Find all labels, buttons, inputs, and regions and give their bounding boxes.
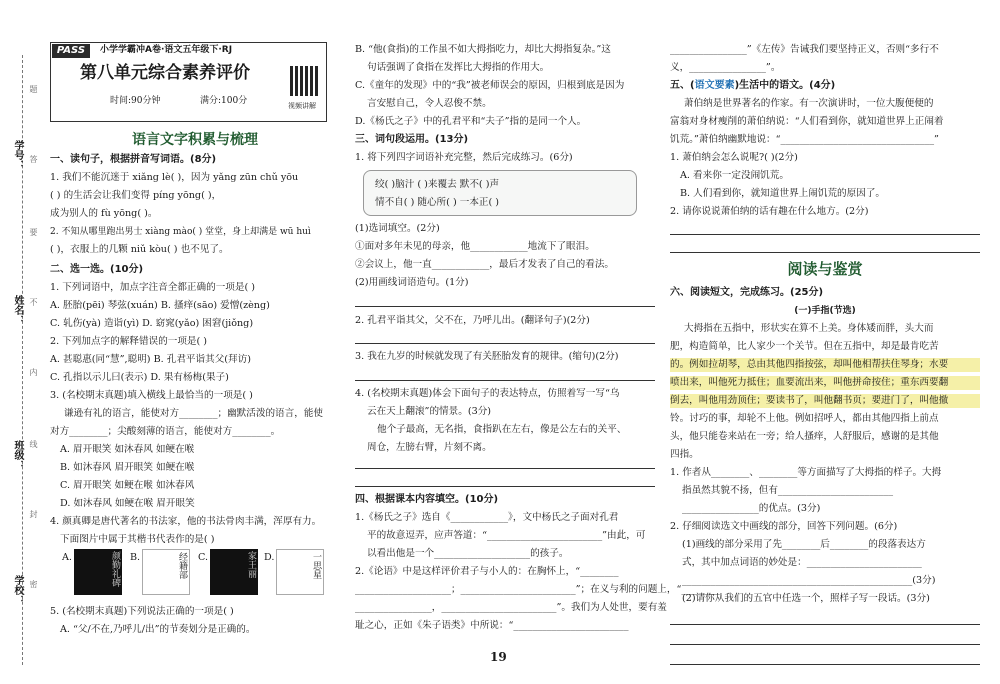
question-text: 4. 颜真卿是唐代著名的书法家，他的书法骨肉丰满，浑厚有力。 xyxy=(50,516,322,527)
student-id-label: 学号： xyxy=(12,140,23,170)
question-text: ①面对多年未见的母亲，他____________地流下了眼泪。 xyxy=(355,241,595,252)
example-text: 周仓，左膀右臂，片刻不离。 xyxy=(367,442,492,453)
class-label: 班级： xyxy=(12,440,23,470)
option-row: B. “他(食指)的工作虽不如大拇指吃力，却比大拇指复杂。”这 xyxy=(355,44,611,55)
question-text: ( ) 的生活会让我们变得 píng yōng( )， xyxy=(50,190,222,201)
passage-text: 饥荒。”萧伯纳幽默地说：“________________________________” xyxy=(670,134,939,145)
answer-line[interactable] xyxy=(670,252,980,253)
passage-text: 铃。讨巧的事，却轮不上他。例如招呼人，都由其他四指上前点 xyxy=(670,413,939,424)
name-label: 姓名： xyxy=(12,295,23,325)
question-text: 2.《论语》中是这样评价君子与小人的：在胸怀上，“________ xyxy=(355,566,619,577)
passage-text-underlined: 喷出来，叫他死力抵住；血要流出来，叫他拼命按住；重东西要翻 xyxy=(670,376,980,390)
question-text: (1)画线的部分采用了先________后________的段落表达方 xyxy=(682,539,926,550)
word-row: 绞( )脑汁 ( )来覆去 默不( )声 xyxy=(375,179,500,190)
passage-text: 富翁对身材瘦削的萧伯纳说：“人们看到你，就知道世界上正闹着 xyxy=(670,116,944,127)
passage-text: 头，他只能卷来站在一旁；给人搔痒，人舒服后，感谢的是其他 xyxy=(670,431,939,442)
option-row: B. 人们看到你，就知道世界上闹饥荒的原因了。 xyxy=(680,188,886,199)
answer-line[interactable] xyxy=(670,234,980,235)
question-text: 式，其中加点词语的妙处是：________________________ xyxy=(682,557,922,568)
question-text: 1. 萧伯纳会怎么说呢?( )(2分) xyxy=(670,152,798,163)
margin-char: 内 xyxy=(29,368,38,376)
margin-char: 封 xyxy=(29,510,38,518)
qr-code-icon[interactable] xyxy=(290,66,320,96)
binding-margin xyxy=(0,0,40,684)
page-title: 第八单元综合素养评价 xyxy=(80,63,250,83)
passage-text: 大拇指在五指中，形状实在算不上美。身体矮而胖，头大而 xyxy=(684,323,934,334)
question-text: ________________，________________________”。我们为人处世，要有羞 xyxy=(355,602,667,613)
margin-char: 题 xyxy=(29,85,38,93)
margin-char: 密 xyxy=(29,580,38,588)
question-title: 三、词句段运用。(13分) xyxy=(355,134,469,145)
question-text: (1)选词填空。(2分) xyxy=(355,223,440,234)
question-text: (2)用画线词语造句。(1分) xyxy=(355,277,469,288)
question-text: ( )，衣服上的几颗 niǔ kòu( ) 也不见了。 xyxy=(50,244,229,255)
column-right xyxy=(670,0,980,684)
question-text: (2)请你从我们的五官中任选一个，照样子写一段话。(3分) xyxy=(682,593,930,604)
question-text: 1. 作者从________、________等方面描写了大拇指的样子。大拇 xyxy=(670,467,942,478)
margin-char: 答 xyxy=(29,155,38,163)
question-text: 耻之心，正如《朱子语类》中所说：“________________________ xyxy=(355,620,629,631)
question-text: 1. 将下列四字词语补充完整，然后完成练习。(6分) xyxy=(355,152,573,163)
answer-line[interactable] xyxy=(355,486,655,487)
question-text: ________________的优点。(3分) xyxy=(682,503,821,514)
answer-line[interactable] xyxy=(670,644,980,645)
answer-line[interactable] xyxy=(355,343,655,344)
question-title: 五、(语文要素)生活中的语文。(4分) xyxy=(670,80,836,91)
answer-line[interactable] xyxy=(355,380,655,381)
question-title: 二、选一选。(10分) xyxy=(50,264,144,275)
calligraphy-image-c: 家王丽 xyxy=(210,549,258,595)
question-text: 对方________；尖酸刻薄的语言，能使对方________。 xyxy=(50,426,281,437)
question-text: 1. 我们不能沉迷于 xiǎng lè( )，因为 yǎng zūn chǔ yōu xyxy=(50,172,299,183)
answer-line[interactable] xyxy=(355,468,655,469)
option-row: C. 眉开眼笑 如鲠在喉 如沐春风 xyxy=(60,480,195,491)
answer-line[interactable] xyxy=(670,624,980,625)
exam-time: 时间:90分钟 xyxy=(110,96,161,106)
series-title: 小学学霸冲A卷·语文五年级下·RJ xyxy=(100,45,233,55)
question-text: 指虽然其貌不扬，但有________________________ xyxy=(682,485,894,496)
option-row: D. 如沐春风 如鲠在喉 眉开眼笑 xyxy=(60,498,195,509)
option-row: A. 眉开眼笑 如沐春风 如鲠在喉 xyxy=(60,444,195,455)
question-text: 谦逊有礼的语言，能使对方________；幽默活泼的语言，能使 xyxy=(64,408,324,419)
question-text: 2. 孔君平诣其父，父不在，乃呼儿出。(翻译句子)(2分) xyxy=(355,315,590,326)
question-text: 2. 请你说说萧伯纳的话有趣在什么地方。(2分) xyxy=(670,206,869,217)
option-row: A. 甚聪惠(同“慧”,聪明) B. 孔君平诣其父(拜访) xyxy=(50,354,251,365)
option-row: A. “父/不在,乃呼儿/出”的节奏划分是正确的。 xyxy=(60,624,256,635)
option-row: C. 轧伤(yà) 造诣(yì) D. 窈窕(yǎo) 困窘(jiǒng) xyxy=(50,318,254,329)
question-text: 2. 下列加点字的解释错误的一项是( ) xyxy=(50,336,208,347)
option-row: 句话强调了食指在发挥比大拇指的作用大。 xyxy=(367,62,550,73)
qr-caption: 视频讲解 xyxy=(288,102,316,110)
question-text: ________________________________________________(3分) xyxy=(682,575,936,586)
word-row: 情不自( ) 随心所( ) 一本正( ) xyxy=(375,197,500,208)
question-text: ________________”《左传》告诫我们要坚持正义，否则“多行不 xyxy=(670,44,939,55)
question-text: 2. 不知从哪里跑出男士 xiàng mào( ) 堂堂，身上却满是 wū huì xyxy=(50,227,311,237)
option-row: C.《童年的发现》中的“我”被老师误会的原因，归根到底是因为 xyxy=(355,80,625,91)
question-text: 2. 仔细阅读选文中画线的部分，回答下列问题。(6分) xyxy=(670,521,898,532)
school-label: 学校： xyxy=(12,575,23,605)
question-text: 义，________________”。 xyxy=(670,62,781,73)
passage-text: 肥，构造简单，比人家少一个关节。但在五指中，却是最肯吃苦 xyxy=(670,341,939,352)
calligraphy-image-b: 经籍部 xyxy=(142,549,190,595)
question-text: 平的故意逗弄，应声答道：“________________________”由此，可 xyxy=(367,530,646,541)
section-heading: 阅读与鉴赏 xyxy=(787,260,863,278)
passage-title: (一)手指(节选) xyxy=(794,306,856,316)
section-heading: 语言文字积累与梳理 xyxy=(132,132,258,148)
pass-logo: PASS xyxy=(52,44,90,58)
question-text: 下面图片中属于其楷书代表作的是( ) xyxy=(60,534,215,545)
question-text: 成为别人的 fù yōng( )。 xyxy=(50,208,158,219)
passage-text-underlined: 倒去，叫他用劲顶住；要读书了，叫他翻书页；要进门了，叫他撤 xyxy=(670,394,980,408)
skill-tag: 语文要素 xyxy=(694,80,735,91)
question-text: 以看出他是一个____________________的孩子。 xyxy=(367,548,569,559)
passage-text: 四指。 xyxy=(670,449,699,460)
calligraphy-image-a: 颜勤礼碑 xyxy=(74,549,122,595)
margin-char: 要 xyxy=(29,228,38,236)
question-title: 六、阅读短文，完成练习。(25分) xyxy=(670,287,824,298)
option-row: B. 如沐春风 眉开眼笑 如鲠在喉 xyxy=(60,462,195,473)
column-left: PASS 小学学霸冲A卷·语文五年级下·RJ 第八单元综合素养评价 时间:90分钟 满分:100分 视频讲解 语言文字积累与梳理 一、读句子，根据拼音写词语。(8分) 1. 我们不能沉迷于 xiǎng lè( )，因为 yǎng zūn chǔ yōu ( ) 的生活会让我们变得 píng yōng( )， 成为别人的 fù yōng( )。 2. 不知从哪里跑出男士 xiàng mào( ) 堂堂，身上却满是 wū huì ( )，衣服上的几颗 niǔ kòu( ) 也不见了。 二、选一选。(10分) 1. 下列词语中，加点字注音全都正确的一项是( ) A. 胚胎(pēi) 琴弦(xuán) B. 搔痒(sāo) 爱憎(zèng) C. 轧伤(yà) 造诣(yì) D. 窈窕(yǎo) 困窘(jiǒng) 2. 下列加点字的解释错误的一项是( ) A. 甚聪惠(同“慧”,聪明) B. 孔君平诣其父(拜访) C. 孔指以示儿曰(表示) D. 果有杨梅(果子) 3. (名校期末真题)填入横线上最恰当的一项是( ) 谦逊有礼的语言，能使对方________；幽默活泼的语言，能使 对方________；尖酸刻薄的语言，能使对方________。 A. 眉开眼笑 如沐春风 如鲠在喉 B. 如沐春风 眉开眼笑 如鲠在喉 C. 眉开眼笑 如鲠在喉 如沐春风 D. 如沐春风 如鲠在喉 眉开眼笑 4. 颜真卿是唐代著名的书法家，他的书法骨肉丰满，浑厚有力。 下面图片中属于其楷书代表作的是( ) A. 颜勤礼碑 B. 经籍部 C. 家王丽 D. 一思星 5. (名校期末真题)下列说法正确的一项是( ) A. “父/不在,乃呼儿/出”的节奏划分是正确的。 xyxy=(50,0,340,684)
margin-char: 线 xyxy=(29,440,38,448)
question-text: 5. (名校期末真题)下列说法正确的一项是( ) xyxy=(50,606,234,617)
question-title: 四、根据课本内容填空。(10分) xyxy=(355,494,499,505)
answer-line[interactable] xyxy=(355,306,655,307)
question-text: ____________________；________________________”；在义与利的问题上，“________ xyxy=(355,584,720,595)
question-text: ②会议上，他一直____________，最后才发表了自己的看法。 xyxy=(355,259,615,270)
question-title: 一、读句子，根据拼音写词语。(8分) xyxy=(50,154,217,165)
calligraphy-image-d: 一思星 xyxy=(276,549,324,595)
question-text: 云在天上翻滚”的情景。(3分) xyxy=(367,406,492,417)
option-row: C. 孔指以示儿曰(表示) D. 果有杨梅(果子) xyxy=(50,372,229,383)
passage-text-underlined: 的。例如拉胡琴，总由其他四指按弦，却叫他相帮扶住琴身；水要 xyxy=(670,358,980,372)
question-text: 4. (名校期末真题)体会下面句子的表达特点，仿照着写一写“乌 xyxy=(355,388,620,399)
passage-text: 萧伯纳是世界著名的作家。有一次演讲时，一位大腹便便的 xyxy=(684,98,934,109)
question-text: 1.《杨氏之子》选自《____________》，文中杨氏之子面对孔君 xyxy=(355,512,619,523)
question-text: 3. 我在九岁的时候就发现了有关胚胎发育的规律。(缩句)(2分) xyxy=(355,351,619,362)
exam-score: 满分:100分 xyxy=(200,96,248,106)
page-number: 19 xyxy=(490,650,507,664)
margin-char: 不 xyxy=(29,298,38,306)
question-text: 3. (名校期末真题)填入横线上最恰当的一项是( ) xyxy=(50,390,253,401)
answer-line[interactable] xyxy=(670,664,980,665)
example-text: 他个子最高，无名指，食指趴在左右，像是公左右的关平、 xyxy=(377,424,627,435)
option-row: D.《杨氏之子》中的孔君平和“夫子”指的是同一个人。 xyxy=(355,116,587,127)
option-row: A. 胚胎(pēi) 琴弦(xuán) B. 搔痒(sāo) 爱憎(zèng) xyxy=(50,300,270,311)
option-row: 言安慰自己，令人忍俊不禁。 xyxy=(367,98,492,109)
option-row: A. 看来你一定没闹饥荒。 xyxy=(680,170,789,181)
question-text: 1. 下列词语中，加点字注音全都正确的一项是( ) xyxy=(50,282,256,293)
